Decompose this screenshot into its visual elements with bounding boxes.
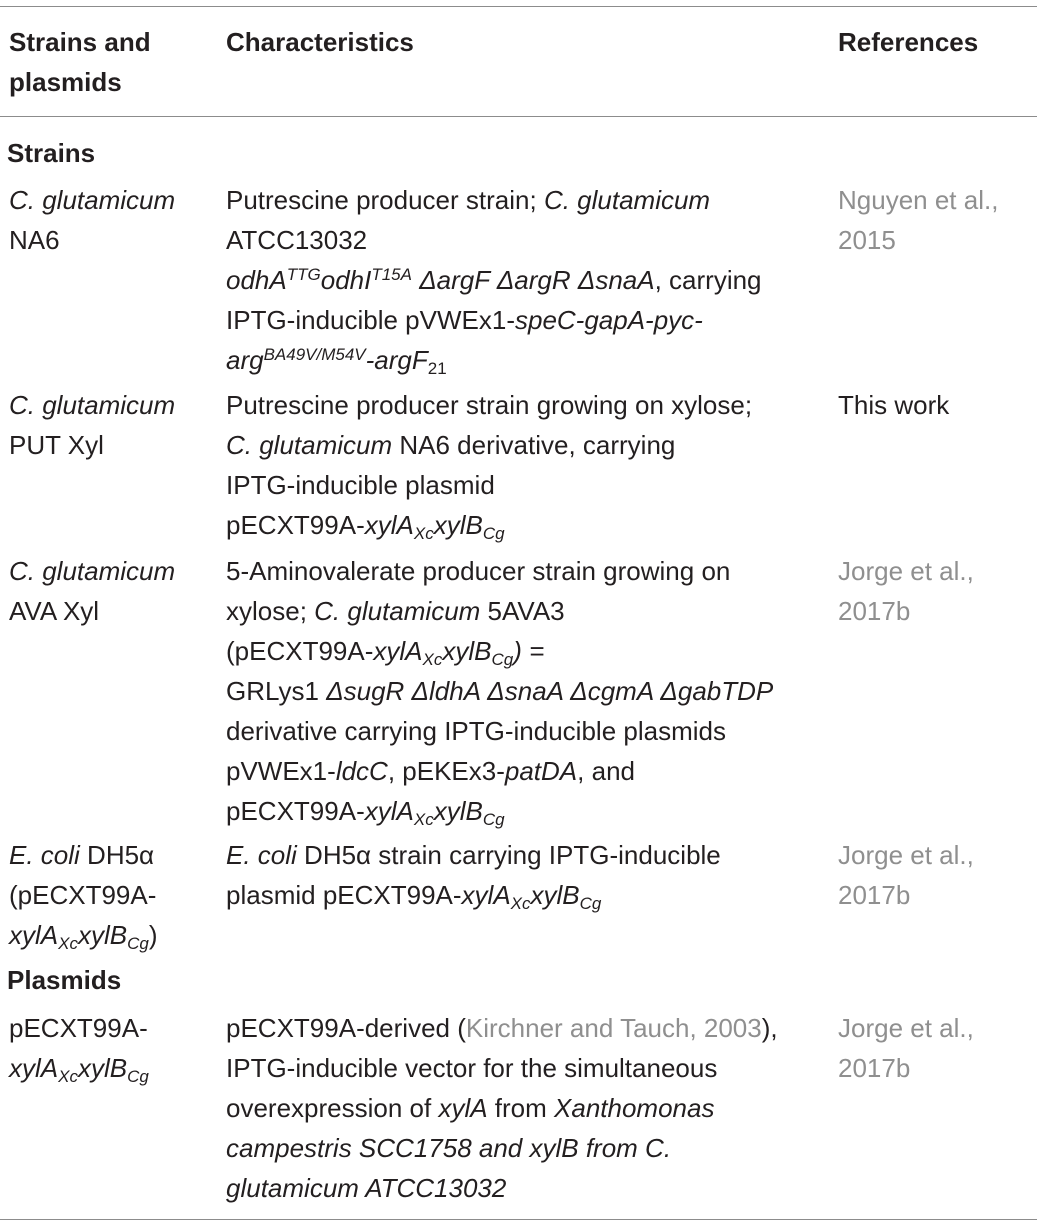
table-bottom-rule — [0, 1219, 1037, 1220]
reference-link[interactable]: Jorge et al., 2017b — [838, 556, 974, 626]
section-heading-plasmids: Plasmids — [7, 965, 122, 995]
header-characteristics: Characteristics — [226, 27, 414, 57]
strain-name: C. glutamicum PUT Xyl — [9, 390, 176, 460]
characteristics-cell: Putrescine producer strain; C. glutamicum ATCC13032 odhA$^{TTG}$odhI$^{T15A}$ ΔargF ΔargR ΔsnaA, carrying IPTG-inducible pVWEx1-speC-gapA-pyc- arg$^{BA49V/M54V}$-argF$_{21}$ — [226, 185, 762, 378]
reference-text: This work — [838, 390, 950, 420]
header-rule — [0, 116, 1037, 117]
header-references: References — [838, 27, 979, 57]
reference-link[interactable]: Jorge et al., 2017b — [838, 1013, 974, 1083]
section-heading-strains: Strains — [7, 138, 96, 168]
plasmid-name: pECXT99A- xylA$_{Xc}$xylB$_{Cg}$ — [9, 1013, 149, 1086]
inline-citation-link[interactable]: Kirchner and Tauch, 2003 — [465, 1013, 762, 1043]
strain-name: E. coli DH5α (pECXT99A- xylA$_{Xc}$xylB$_{Cg}$) — [9, 840, 158, 953]
table-top-rule — [0, 6, 1037, 7]
characteristics-cell: pECXT99A-derived (Kirchner and Tauch, 2003), IPTG-inducible vector for the simultaneous overexpression of xylA from Xanthomonas campestris SCC1758 and xylB from C. glutamicum ATCC13032 — [226, 1013, 778, 1203]
reference-link[interactable]: Jorge et al., 2017b — [838, 840, 974, 910]
characteristics-cell: 5-Aminovalerate producer strain growing on xylose; C. glutamicum 5AVA3 (pECXT99A-xylA$_{Xc}$xylB$_{Cg}$) = GRLys1 ΔsugR ΔldhA ΔsnaA ΔcgmA ΔgabTDP derivative carrying IPTG-inducible plasmids pVWEx1-ldcC, pEKEx3-patDA, and pECXT99A-xylA$_{Xc}$xylB$_{Cg}$ — [226, 556, 774, 829]
header-strains-and-plasmids: Strains and plasmids — [9, 27, 151, 97]
strain-name: C. glutamicum NA6 — [9, 185, 176, 255]
characteristics-cell: Putrescine producer strain growing on xylose; C. glutamicum NA6 derivative, carrying IPTG-inducible plasmid pECXT99A-xylA$_{Xc}$xylB$_{Cg}$ — [226, 390, 753, 543]
characteristics-cell: E. coli DH5α strain carrying IPTG-inducible plasmid pECXT99A-xylA$_{Xc}$xylB$_{Cg}$ — [226, 840, 721, 913]
reference-link[interactable]: Nguyen et al., 2015 — [838, 185, 999, 255]
strain-name: C. glutamicum AVA Xyl — [9, 556, 176, 626]
